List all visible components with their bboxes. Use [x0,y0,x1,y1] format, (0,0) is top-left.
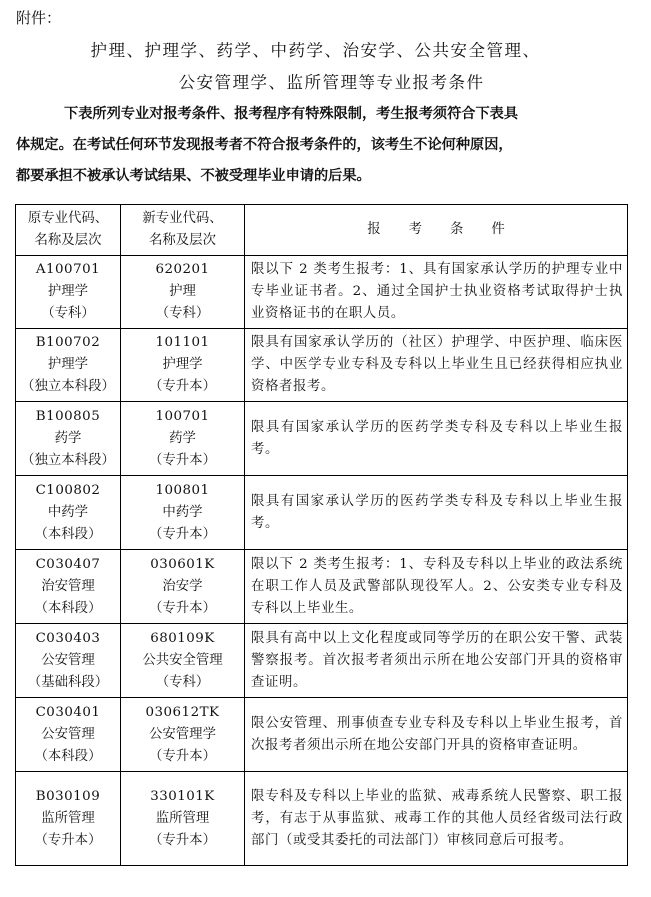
table-row [16,550,628,624]
new-level: （专升本） [149,526,216,542]
table-row [16,772,628,866]
new-name: 中药学 [162,504,203,520]
new-level: （专升本） [149,748,216,764]
old-major-cell [16,772,121,866]
old-level: （基础科段） [27,674,109,690]
table-row [16,329,628,402]
new-level: （专升本） [149,832,216,848]
intro-line-3: 都要承担不被承认考试结果、不被受理毕业申请的后果。 [16,168,371,184]
table-row [16,698,628,772]
old-name: 公安管理 [41,726,95,742]
old-name: 监所管理 [41,810,95,826]
new-code: 100701 [155,408,210,424]
old-name: 公安管理 [41,652,95,668]
old-major-cell [16,698,121,772]
old-code: B100702 [35,335,101,350]
new-code: 100801 [155,482,210,498]
new-name: 公安管理学 [149,726,216,742]
attachment-label: 附件： [16,9,62,27]
old-level: （独立本科段） [21,379,115,394]
old-code: C030403 [35,630,101,646]
document-title-line-1: 护理、护理学、药学、中药学、治安学、公共安全管理、 [90,41,541,60]
new-major-cell [121,402,245,476]
old-name: 药学 [54,430,82,446]
condition-cell: 限公安管理、刑事侦查专业专科及专科以上毕业生报考，首次报考者须出示所在地公安部门开具的资格审查证明。 [245,698,628,772]
condition-cell: 限以下 2 类考生报考：1、具有国家承认学历的护理专业中专毕业证书者。2、通过全国护士执业资格考试取得护士执业资格证书的在职人员。 [245,256,628,329]
old-level: （专科） [41,306,95,321]
new-major-cell [121,256,245,329]
new-major-cell [121,550,245,624]
condition-cell: 限具有国家承认学历的医药学类专科及专科以上毕业生报考。 [245,402,628,476]
document-title-line-2: 公安管理学、监所管理等专业报考条件 [178,73,485,92]
new-code: 030601K [150,556,215,572]
condition-cell: 限具有国家承认学历的（社区）护理学、中医护理、临床医学、中医学专业专科及专科以上毕业生且已经获得相应执业资格者报考。 [245,329,628,402]
old-code: B030109 [35,788,101,804]
intro-paragraph [16,99,636,192]
header-old-line-2: 名称及层次 [34,233,102,248]
new-name: 监所管理 [155,810,210,826]
old-code: C030401 [35,704,101,720]
new-code: 620201 [155,262,210,277]
new-name: 公共安全管理 [142,652,223,668]
new-level: （专升本） [149,600,216,616]
new-level: （专升本） [149,379,216,394]
new-name: 治安学 [162,578,203,594]
new-code: 101101 [155,335,210,350]
old-major-cell [16,476,121,550]
table-row [16,256,628,329]
old-level: （独立本科段） [21,452,115,468]
intro-line-1: 下表所列专业对报考条件、报考程序有特殊限制，考生报考须符合下表具 [64,106,519,122]
new-code: 330101K [150,788,215,804]
new-level: （专科） [155,306,210,321]
new-code: 030612TK [145,704,220,720]
condition-cell: 限以下 2 类考生报考：1、专科及专科以上毕业的政法系统在职工作人员及武警部队现役军人。2、公安类专业专科及专科以上毕业生。 [245,550,628,624]
old-level: （本科段） [34,748,102,764]
old-code: C030407 [35,556,101,572]
old-name: 护理学 [47,284,89,299]
new-major-cell [121,772,245,866]
new-name: 护理学 [162,357,203,372]
old-name: 治安管理 [41,578,95,594]
condition-cell: 限专科及专科以上毕业的监狱、戒毒系统人民警察、职工报考，有志于从事监狱、戒毒工作的其他人员经省级司法行政部门（或受其委托的司法部门）审核同意后可报考。 [245,772,628,866]
table-row [16,624,628,698]
old-name: 护理学 [47,357,89,372]
old-major-cell [16,550,121,624]
table-row [16,476,628,550]
header-new-line-2: 名称及层次 [149,233,216,248]
table-row [16,402,628,476]
new-major-cell [121,476,245,550]
header-conditions-label: 报考条件 [367,222,533,237]
table-header-row [16,205,628,256]
old-code: C100802 [35,482,101,498]
new-major-cell [121,624,245,698]
intro-line-2: 体规定。在考试任何环节发现报考者不符合报考条件的，该考生不论何种原因， [16,137,513,153]
new-major-cell [121,329,245,402]
old-code: A100701 [35,262,101,277]
old-major-cell [16,402,121,476]
old-code: B100805 [35,408,101,424]
new-level: （专升本） [149,452,216,468]
header-old-line-1: 原专业代码、 [27,211,109,226]
old-major-cell [16,624,121,698]
header-new-major [121,205,245,256]
header-new-line-1: 新专业代码、 [142,211,223,226]
old-level: （本科段） [34,600,102,616]
old-major-cell [16,256,121,329]
new-level: （专科） [155,674,210,690]
new-major-cell [121,698,245,772]
new-name: 护理 [169,284,196,299]
header-conditions [245,205,628,256]
condition-cell: 限具有高中以上文化程度或同等学历的在职公安干警、武装警察报考。首次报考者须出示所在地公安部门开具的资格审查证明。 [245,624,628,698]
old-level: （本科段） [34,526,102,542]
requirements-table [15,204,628,866]
new-code: 680109K [150,630,215,646]
condition-cell: 限具有国家承认学历的医药学类专科及专科以上毕业生报考。 [245,476,628,550]
new-name: 药学 [169,430,196,446]
header-old-major [16,205,121,256]
old-major-cell [16,329,121,402]
old-level: （专升本） [34,832,102,848]
old-name: 中药学 [47,504,89,520]
